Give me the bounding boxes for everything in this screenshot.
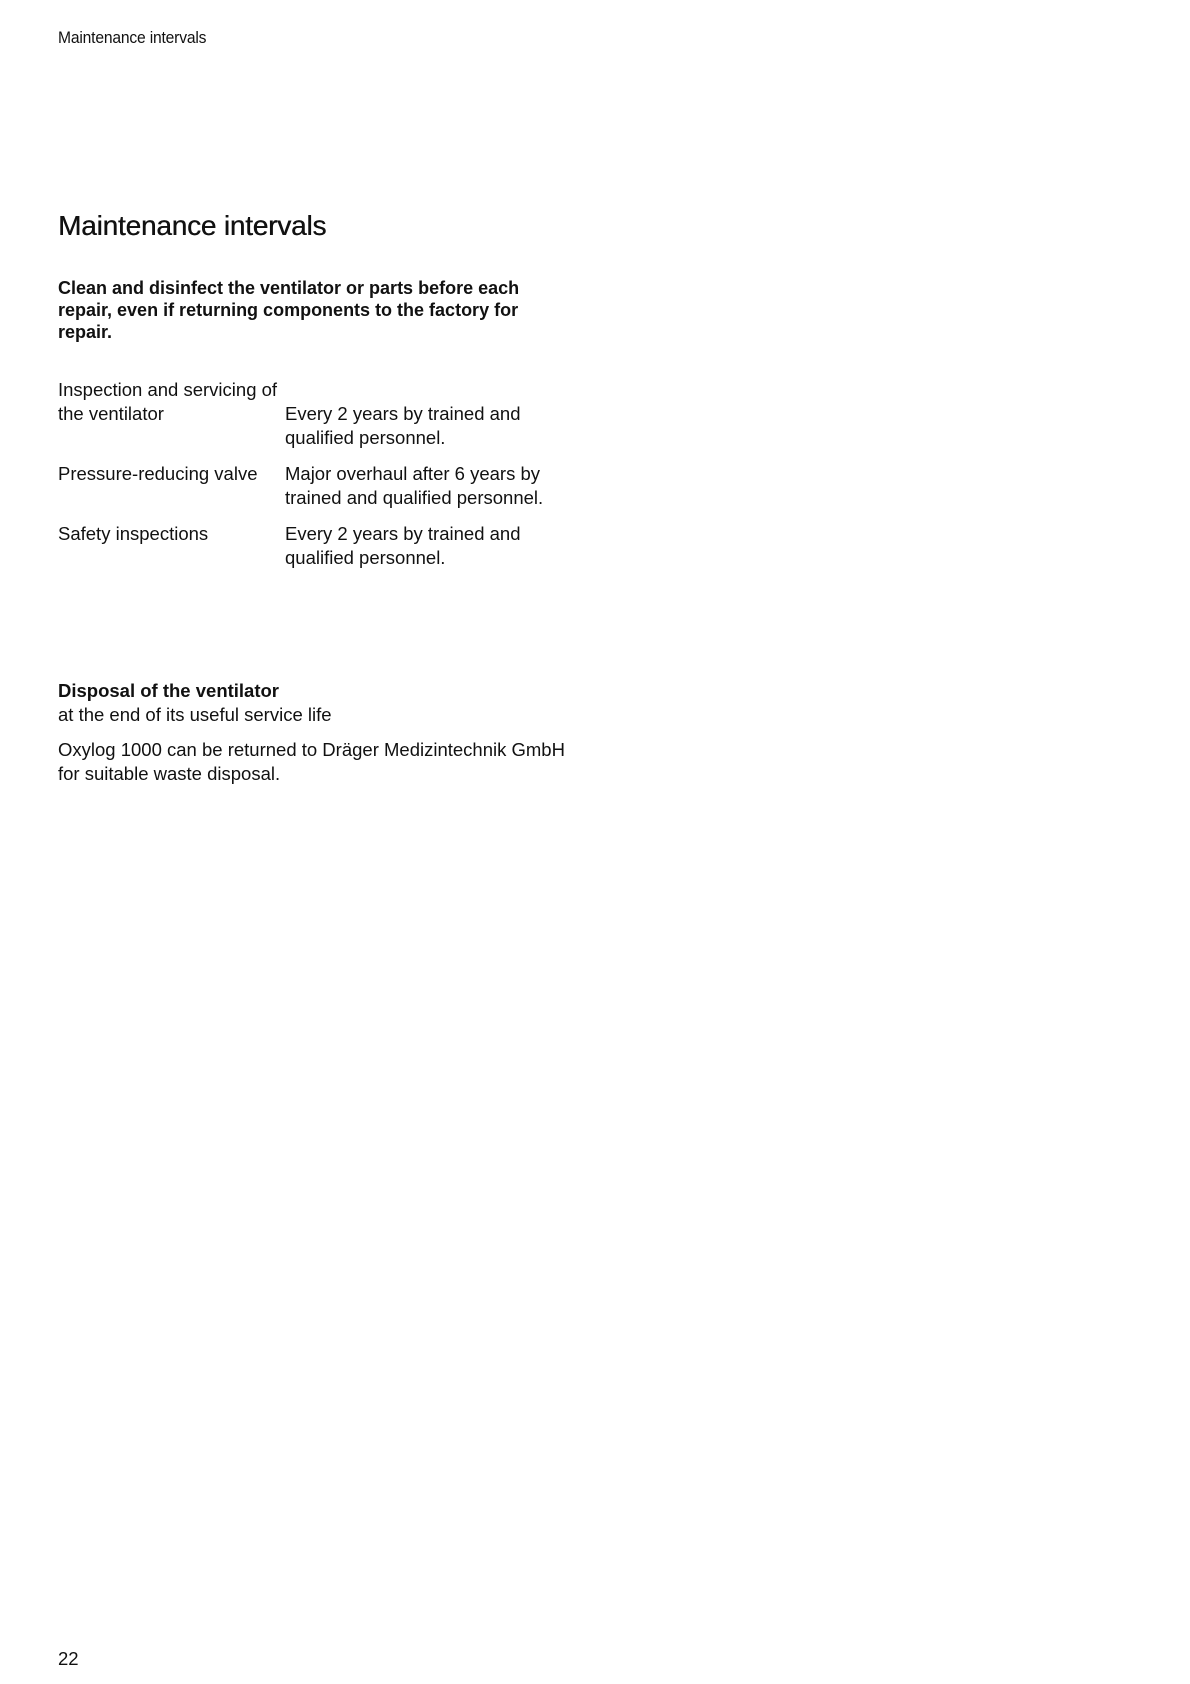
maintenance-intervals-table [58, 378, 578, 582]
running-header: Maintenance intervals [58, 28, 207, 47]
interval-row-safety [58, 522, 578, 570]
disposal-heading: Disposal of the ventilator [58, 680, 280, 701]
cleaning-warning: Clean and disinfect the ventilator or parts before each repair, even if returning components to the factory for repair. [58, 278, 520, 342]
page-title: Maintenance intervals [58, 210, 327, 241]
interval-item: Pressure-reducing valve [58, 463, 258, 484]
disposal-section [58, 679, 578, 786]
interval-description: Every 2 years by trained and qualified personnel. [285, 523, 521, 568]
disposal-subheading: at the end of its useful service life [58, 704, 332, 725]
disposal-body: Oxylog 1000 can be returned to Dräger Medizintechnik GmbH for suitable waste disposal. [58, 739, 565, 784]
interval-row-pressure-valve [58, 462, 578, 510]
interval-item: Inspection and servicing of the ventilator [58, 379, 278, 424]
interval-description: Major overhaul after 6 years by trained and qualified personnel. [285, 463, 544, 508]
interval-row-inspection [58, 378, 578, 450]
interval-description: Every 2 years by trained and qualified personnel. [285, 403, 521, 448]
interval-item: Safety inspections [58, 523, 209, 544]
page-number: 22 [58, 1648, 79, 1669]
